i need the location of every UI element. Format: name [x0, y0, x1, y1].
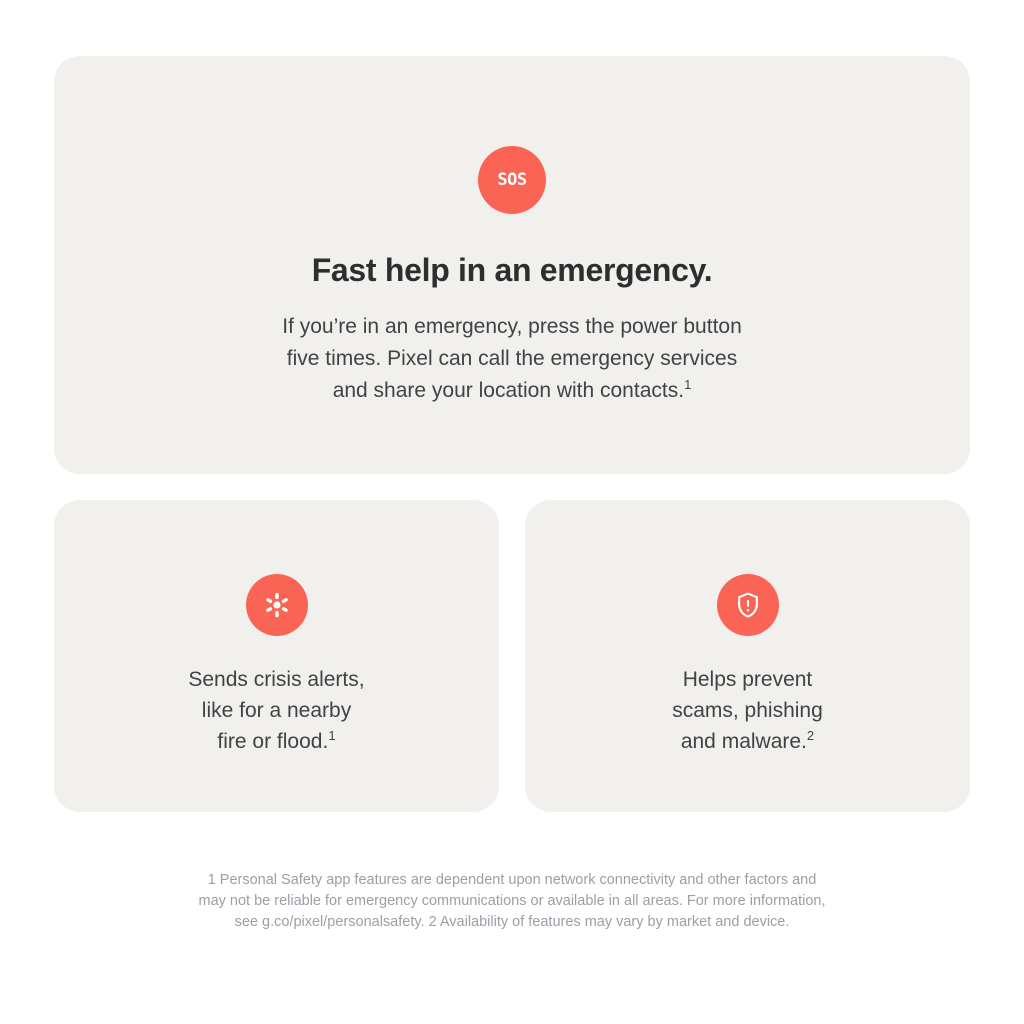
crisis-alert-icon — [246, 574, 308, 636]
hero-footnote-marker: 1 — [684, 377, 692, 392]
hero-card — [54, 56, 970, 474]
feature-line-3: and malware. — [680, 730, 807, 753]
hero-title: Fast help in an emergency. — [311, 252, 713, 288]
feature-line-1: Helps prevent — [682, 668, 813, 691]
feature-line-2: like for a nearby — [201, 699, 352, 722]
sos-icon — [478, 146, 546, 214]
footnote-line-3: see g.co/pixel/personalsafety. 2 Availability of features may vary by market and device. — [234, 914, 790, 930]
feature-card-crisis-alerts-text — [188, 664, 364, 757]
sos-icon-label: SOS — [497, 169, 527, 190]
feature-card-scam-protection — [525, 500, 970, 812]
feature-footnote-marker: 1 — [328, 728, 336, 743]
hero-body-line-2: five times. Pixel can call the emergency services — [286, 347, 738, 370]
feature-line-3: fire or flood. — [217, 730, 329, 753]
feature-line-2: scams, phishing — [672, 699, 823, 722]
footnotes — [54, 870, 970, 933]
feature-line-1: Sends crisis alerts, — [188, 668, 365, 691]
feature-card-row — [54, 500, 970, 812]
feature-card-scam-protection-text — [672, 664, 823, 757]
hero-body-line-1: If you’re in an emergency, press the power button — [282, 315, 742, 338]
hero-body-line-3: and share your location with contacts. — [332, 379, 685, 402]
hero-body — [282, 311, 742, 407]
feature-card-crisis-alerts — [54, 500, 499, 812]
feature-footnote-marker: 2 — [806, 728, 815, 743]
footnote-line-1: 1 Personal Safety app features are dependent upon network connectivity and other factors and — [207, 872, 817, 888]
footnote-line-2: may not be reliable for emergency communications or available in all areas. For more information, — [198, 893, 826, 909]
shield-warning-icon — [717, 574, 779, 636]
